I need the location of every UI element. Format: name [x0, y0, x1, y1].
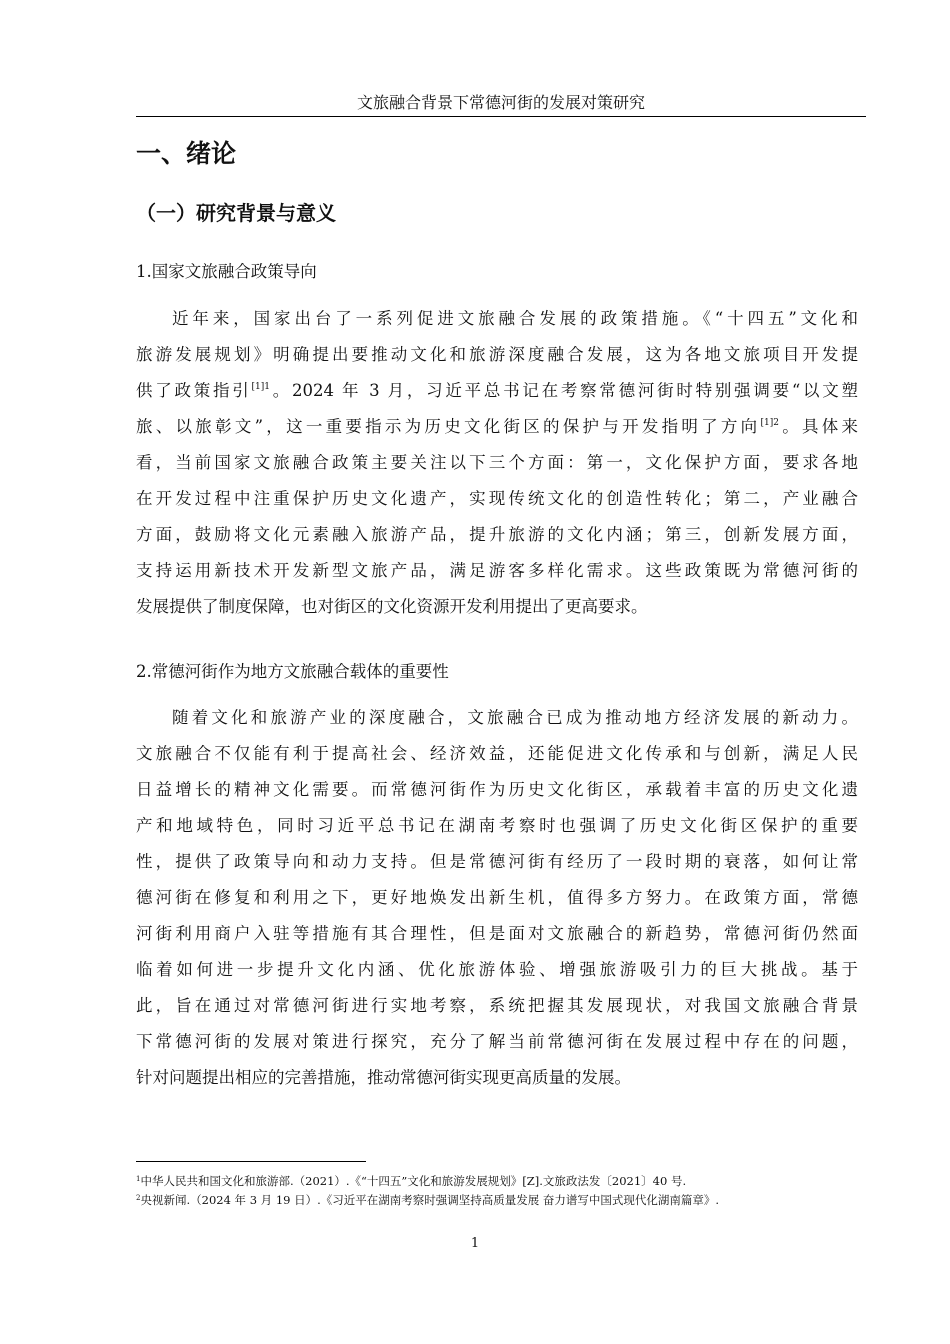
subsection-number: 1. [136, 262, 152, 281]
footnote-mark: 2 [136, 1194, 141, 1202]
subsection-title: 国家文旅融合政策导向 [151, 262, 317, 281]
running-header [136, 92, 866, 117]
paragraph-line: 文旅融合不仅能有利于提高社会、经济效益，还能促进文化传承和与创新，满足人民 [136, 744, 858, 763]
subsection-heading-1 [136, 258, 317, 286]
footnote-divider [136, 1161, 366, 1162]
citation-mark[interactable]: [1]2 [760, 418, 779, 428]
paragraph-line: 德河街在修复和利用之下，更好地焕发出新生机，值得多方努力。在政策方面，常德 [136, 888, 858, 907]
citation-mark[interactable]: [1]1 [251, 382, 270, 392]
text-run: 。具体来 [778, 417, 859, 436]
paragraph-line: 日益增长的精神文化需要。而常德河街作为历史文化街区，承载着丰富的历史文化遗 [136, 780, 858, 799]
paragraph-line: 随着文化和旅游产业的深度融合，文旅融合已成为推动地方经济发展的新动力。 [172, 708, 858, 727]
paragraph-line [136, 409, 858, 445]
paragraph-line: 在开发过程中注重保护历史文化遗产，实现传统文化的创造性转化；第二，产业融合 [136, 489, 858, 508]
running-title: 文旅融合背景下常德河街的发展对策研究 [356, 93, 645, 112]
footnote-text: 中华人民共和国文化和旅游部.（2021）.《“十四五”文化和旅游发展规划》[Z].文旅政法发〔2021〕40 号. [140, 1174, 687, 1188]
text-run: 。2024 年 3 月，习近平总书记在考察常德河街时特别强调要“以文塑 [269, 381, 858, 400]
paragraph-policy [136, 301, 858, 625]
text-run: 供了政策指引 [136, 381, 252, 400]
footnote-1 [136, 1172, 866, 1190]
subsection-number: 2. [136, 662, 152, 681]
paragraph-line: 临着如何进一步提升文化内涵、优化旅游体验、增强旅游吸引力的巨大挑战。基于 [136, 960, 858, 979]
paragraph-line: 此，旨在通过对常德河街进行实地考察，系统把握其发展现状，对我国文旅融合背景 [136, 996, 858, 1015]
text-run: 旅、以旅彰文”，这一重要指示为历史文化街区的保护与开发指明了方向 [136, 417, 761, 436]
paragraph-line: 发展提供了制度保障，也对街区的文化资源开发利用提出了更高要求。 [136, 597, 648, 616]
paragraph-importance [136, 700, 858, 1096]
paragraph-line: 近年来，国家出台了一系列促进文旅融合发展的政策措施。《“十四五”文化和 [172, 309, 858, 328]
chapter-heading: 一、绪论 [136, 139, 237, 168]
paragraph-line: 下常德河街的发展对策进行探究，充分了解当前常德河街在发展过程中存在的问题， [136, 1032, 858, 1051]
subsection-title: 常德河街作为地方文旅融合载体的重要性 [151, 662, 449, 681]
paragraph-line: 针对问题提出相应的完善措施，推动常德河街实现更高质量的发展。 [136, 1068, 631, 1087]
section-heading: （一）研究背景与意义 [136, 201, 336, 225]
footnote-mark: 1 [136, 1175, 141, 1183]
paragraph-line: 河街利用商户入驻等措施有其合理性，但是面对文旅融合的新趋势，常德河街仍然面 [136, 924, 858, 943]
paragraph-line: 方面，鼓励将文化元素融入旅游产品，提升旅游的文化内涵；第三，创新发展方面， [136, 525, 858, 544]
paragraph-line: 性，提供了政策导向和动力支持。但是常德河街有经历了一段时期的衰落，如何让常 [136, 852, 858, 871]
paragraph-line: 产和地域特色，同时习近平总书记在湖南考察时也强调了历史文化街区保护的重要 [136, 816, 858, 835]
page-number: 1 [470, 1236, 480, 1251]
footnote-2 [136, 1191, 866, 1209]
paragraph-line: 支持运用新技术开发新型文旅产品，满足游客多样化需求。这些政策既为常德河街的 [136, 561, 858, 580]
paragraph-line: 看，当前国家文旅融合政策主要关注以下三个方面：第一，文化保护方面，要求各地 [136, 453, 858, 472]
subsection-heading-2 [136, 658, 449, 686]
footnote-text: 央视新闻.（2024 年 3 月 19 日）.《习近平在湖南考察时强调坚持高质量发展 奋力谱写中国式现代化湖南篇章》. [140, 1193, 720, 1207]
paragraph-line: 旅游发展规划》明确提出要推动文化和旅游深度融合发展，这为各地文旅项目开发提 [136, 345, 858, 364]
paragraph-line [136, 373, 858, 409]
